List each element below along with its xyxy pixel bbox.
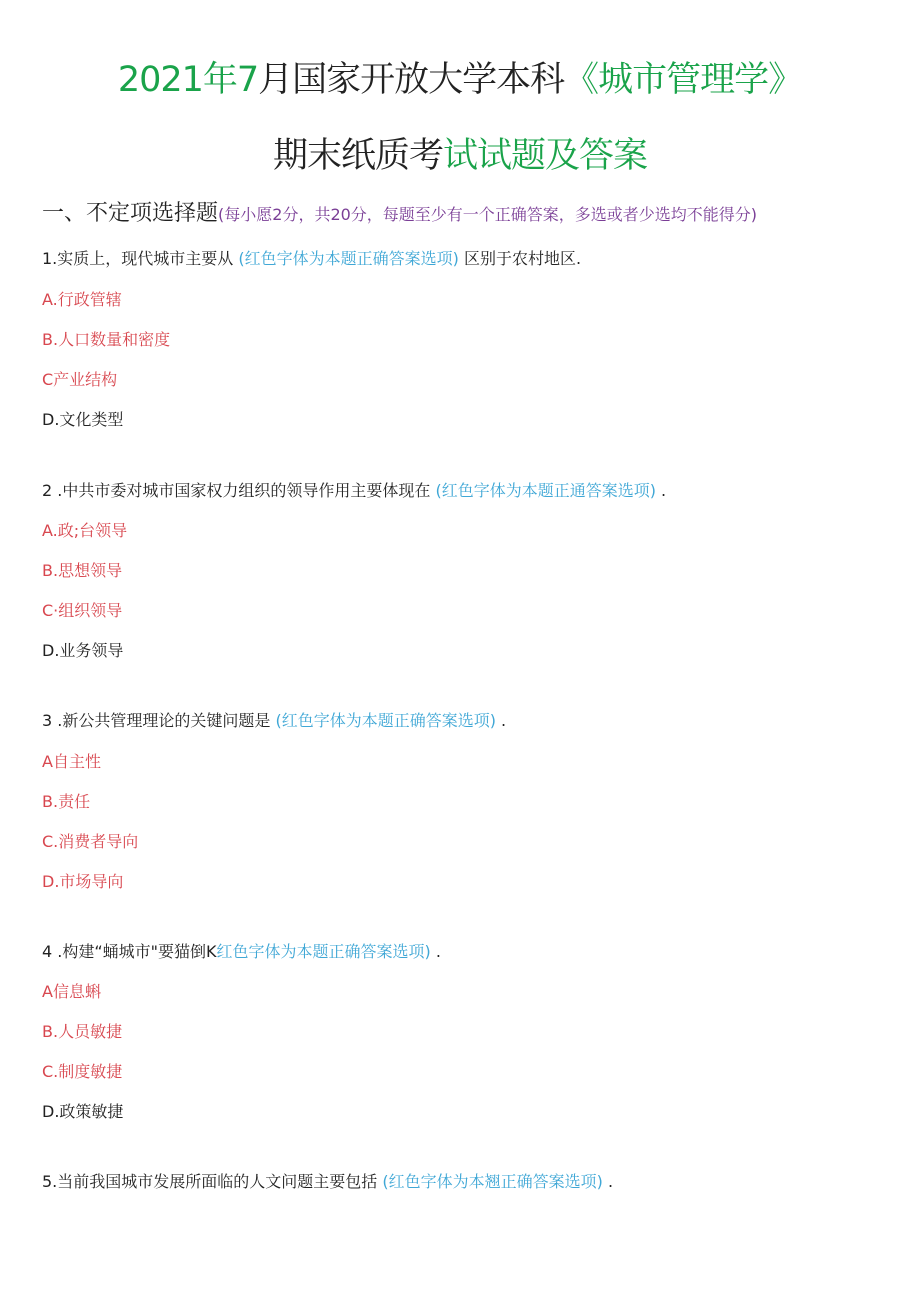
- question-4-option-a: A信息蝌: [42, 982, 101, 1001]
- question-2-option-d: D.业务领导: [42, 641, 124, 660]
- document-title-line-1: [0, 52, 920, 102]
- title-exam-suffix: 试试题及答案: [443, 136, 648, 176]
- answer-hint: (红色字体为本题正确答案选项): [275, 711, 496, 730]
- question-2-option-b: B.思想领导: [42, 561, 123, 580]
- question-3-option-d: D.市场导向: [42, 872, 124, 891]
- question-4-stem: [42, 939, 441, 962]
- title-exam-type: 期末纸质考: [272, 136, 443, 176]
- section-heading: [42, 196, 757, 227]
- section-title: 一、不定项选择题: [42, 201, 219, 226]
- question-stem-end: .: [435, 942, 441, 961]
- question-5-stem: [42, 1169, 613, 1192]
- question-2-stem: [42, 478, 666, 501]
- question-1-stem: [42, 246, 581, 269]
- question-4-option-d: D.政策敏捷: [42, 1102, 124, 1121]
- answer-hint: (红色字体为本题正确答案选项): [238, 249, 459, 268]
- question-4-option-c: C.制度敏捷: [42, 1062, 123, 1081]
- title-course: 《城市管理学》: [564, 60, 803, 100]
- question-stem-text: 1.实质上，现代城市主要从: [42, 249, 234, 268]
- question-stem-end: .: [661, 481, 667, 500]
- question-2-option-c: C·组织领导: [42, 601, 123, 620]
- question-1-option-b: B.人口数量和密度: [42, 330, 171, 349]
- question-1-option-c: C产业结构: [42, 370, 118, 389]
- section-scoring-note: (每小愿2分，共20分，每题至少有一个正确答案，多选或者少选均不能得分): [218, 205, 758, 224]
- question-stem-text: 4 .构建“蛹城市"要猫倒K: [42, 942, 217, 961]
- question-stem-text: 3 .新公共管理理论的关键问题是: [42, 711, 271, 730]
- question-2-option-a: A.政;台领导: [42, 521, 128, 540]
- title-year: 2021年7: [117, 60, 259, 100]
- question-4-option-b: B.人员敏捷: [42, 1022, 123, 1041]
- answer-hint: 红色字体为本题正确答案选项): [216, 942, 431, 961]
- question-stem-end: .: [501, 711, 507, 730]
- question-1-option-a: A.行政管辖: [42, 290, 122, 309]
- question-stem-end: .: [607, 1172, 614, 1191]
- question-3-option-c: C.消费者导向: [42, 832, 139, 851]
- answer-hint: (红色字体为本翘正确答案选项): [382, 1172, 603, 1191]
- question-stem-text: 5.当前我国城市发展所面临的人文问题主要包括: [42, 1172, 378, 1191]
- question-1-option-d: D.文化类型: [42, 410, 124, 429]
- title-institution: 月国家开放大学本科: [258, 60, 565, 100]
- document-title-line-2: [0, 128, 920, 178]
- question-stem-text: 2 .中共市委对城市国家权力组织的领导作用主要体现在: [42, 481, 431, 500]
- answer-hint: (红色字体为本题正通答案选项): [435, 481, 656, 500]
- question-3-stem: [42, 708, 506, 731]
- question-stem-end: 区别于农村地区.: [463, 249, 582, 268]
- question-3-option-b: B.责任: [42, 792, 91, 811]
- question-3-option-a: A自主性: [42, 752, 101, 771]
